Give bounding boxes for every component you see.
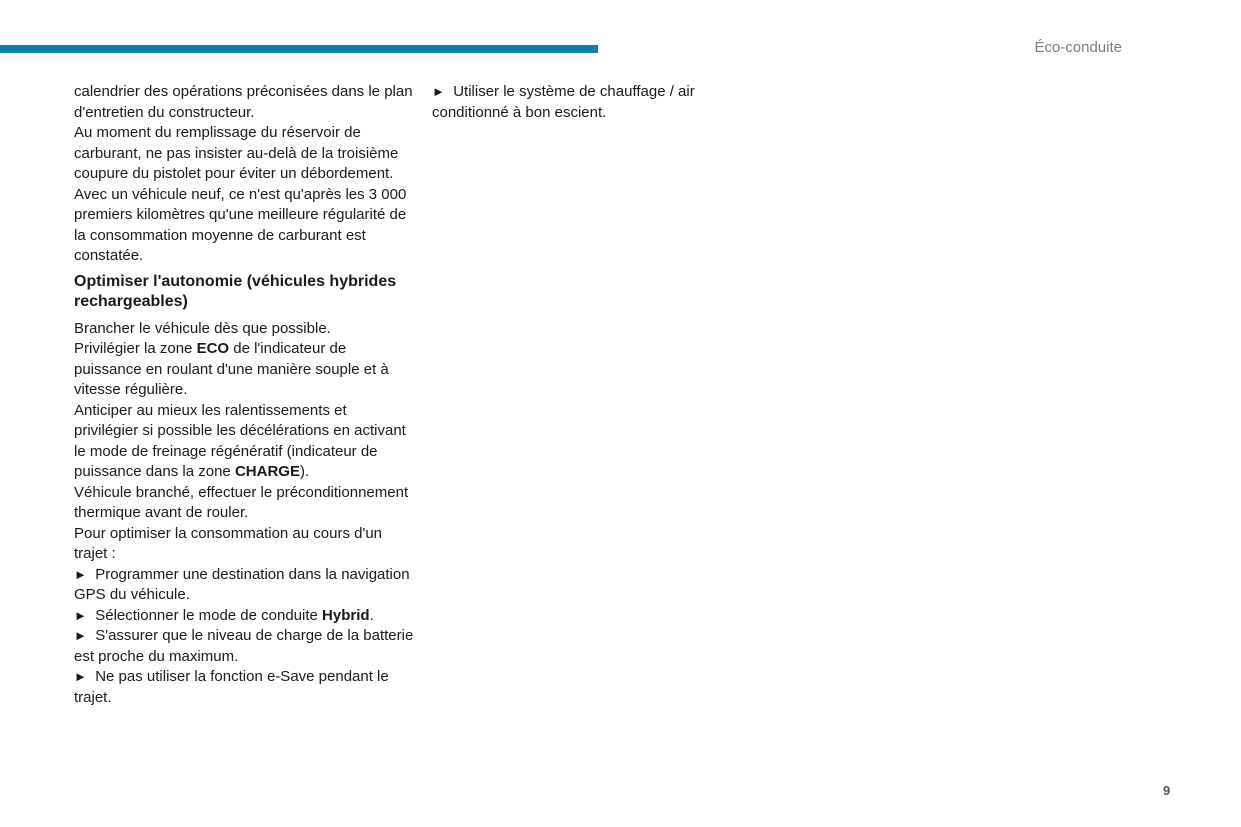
bullet-text: S'assurer que le niveau de charge de la batterie est proche du maximum. — [74, 627, 414, 665]
charge-keyword: CHARGE — [234, 463, 300, 480]
paragraph-eco-zone — [74, 339, 414, 401]
paragraph-new-vehicle: Avec un véhicule neuf, ce n'est qu'après les 3 000 premiers kilomètres qu'une meilleure régularité de la consommation moyenne de carburant est constatée. — [74, 185, 407, 264]
paragraph-anticipate — [74, 401, 414, 483]
bullet-text: Sélectionner le mode de conduite — [95, 606, 323, 624]
page-number: 9 — [1163, 783, 1171, 798]
bullet-arrow-icon: ► — [74, 628, 87, 643]
paragraph-preconditioning: Véhicule branché, effectuer le préconditionnement thermique avant de rouler. — [74, 483, 409, 521]
bullet-arrow-icon: ► — [432, 84, 445, 99]
paragraph-plug-in: Brancher le véhicule dès que possible. — [74, 319, 331, 337]
bullet-item-esave — [74, 667, 414, 708]
text-fragment: Anticiper au mieux les ralentissements et privilégier si possible les décélérations en activant le mode de freinage régénératif (indicateur de puissance dans la zone — [74, 401, 406, 480]
eco-keyword: ECO — [196, 340, 230, 357]
right-column — [432, 82, 722, 123]
section-title: Éco-conduite — [1034, 39, 1122, 56]
bullet-item-hybrid-mode — [74, 606, 414, 627]
bullet-text: Programmer une destination dans la navigation GPS du véhicule. — [74, 565, 410, 603]
section-heading: Optimiser l'autonomie (véhicules hybrides rechargeables) — [74, 272, 397, 310]
bullet-item-gps — [74, 565, 414, 606]
bullet-item-climate — [432, 82, 722, 123]
bullet-arrow-icon: ► — [74, 566, 87, 582]
hybrid-keyword: Hybrid — [322, 606, 370, 624]
header-accent-bar — [0, 45, 598, 53]
text-fragment: ). — [299, 463, 310, 480]
text-fragment: . — [369, 606, 374, 624]
bullet-text: Utiliser le système de chauffage / air conditionné à bon escient. — [432, 83, 695, 121]
text-fragment: de l'indicateur de puissance en roulant d'une manière souple et à vitesse régulière. — [74, 340, 389, 398]
left-column — [74, 82, 414, 708]
text-fragment: Privilégier la zone — [74, 340, 197, 357]
bullet-item-battery — [74, 626, 414, 667]
bullet-text: Ne pas utiliser la fonction e-Save pendant le trajet. — [74, 668, 389, 706]
paragraph-maintenance: calendrier des opérations préconisées dans le plan d'entretien du constructeur. — [74, 83, 413, 121]
bullet-arrow-icon: ► — [74, 669, 87, 684]
paragraph-refuel: Au moment du remplissage du réservoir de carburant, ne pas insister au-delà de la troisième coupure du pistolet pour éviter un débordement. — [74, 124, 399, 182]
paragraph-trip-intro: Pour optimiser la consommation au cours d'un trajet : — [74, 524, 383, 562]
bullet-arrow-icon: ► — [74, 607, 87, 623]
